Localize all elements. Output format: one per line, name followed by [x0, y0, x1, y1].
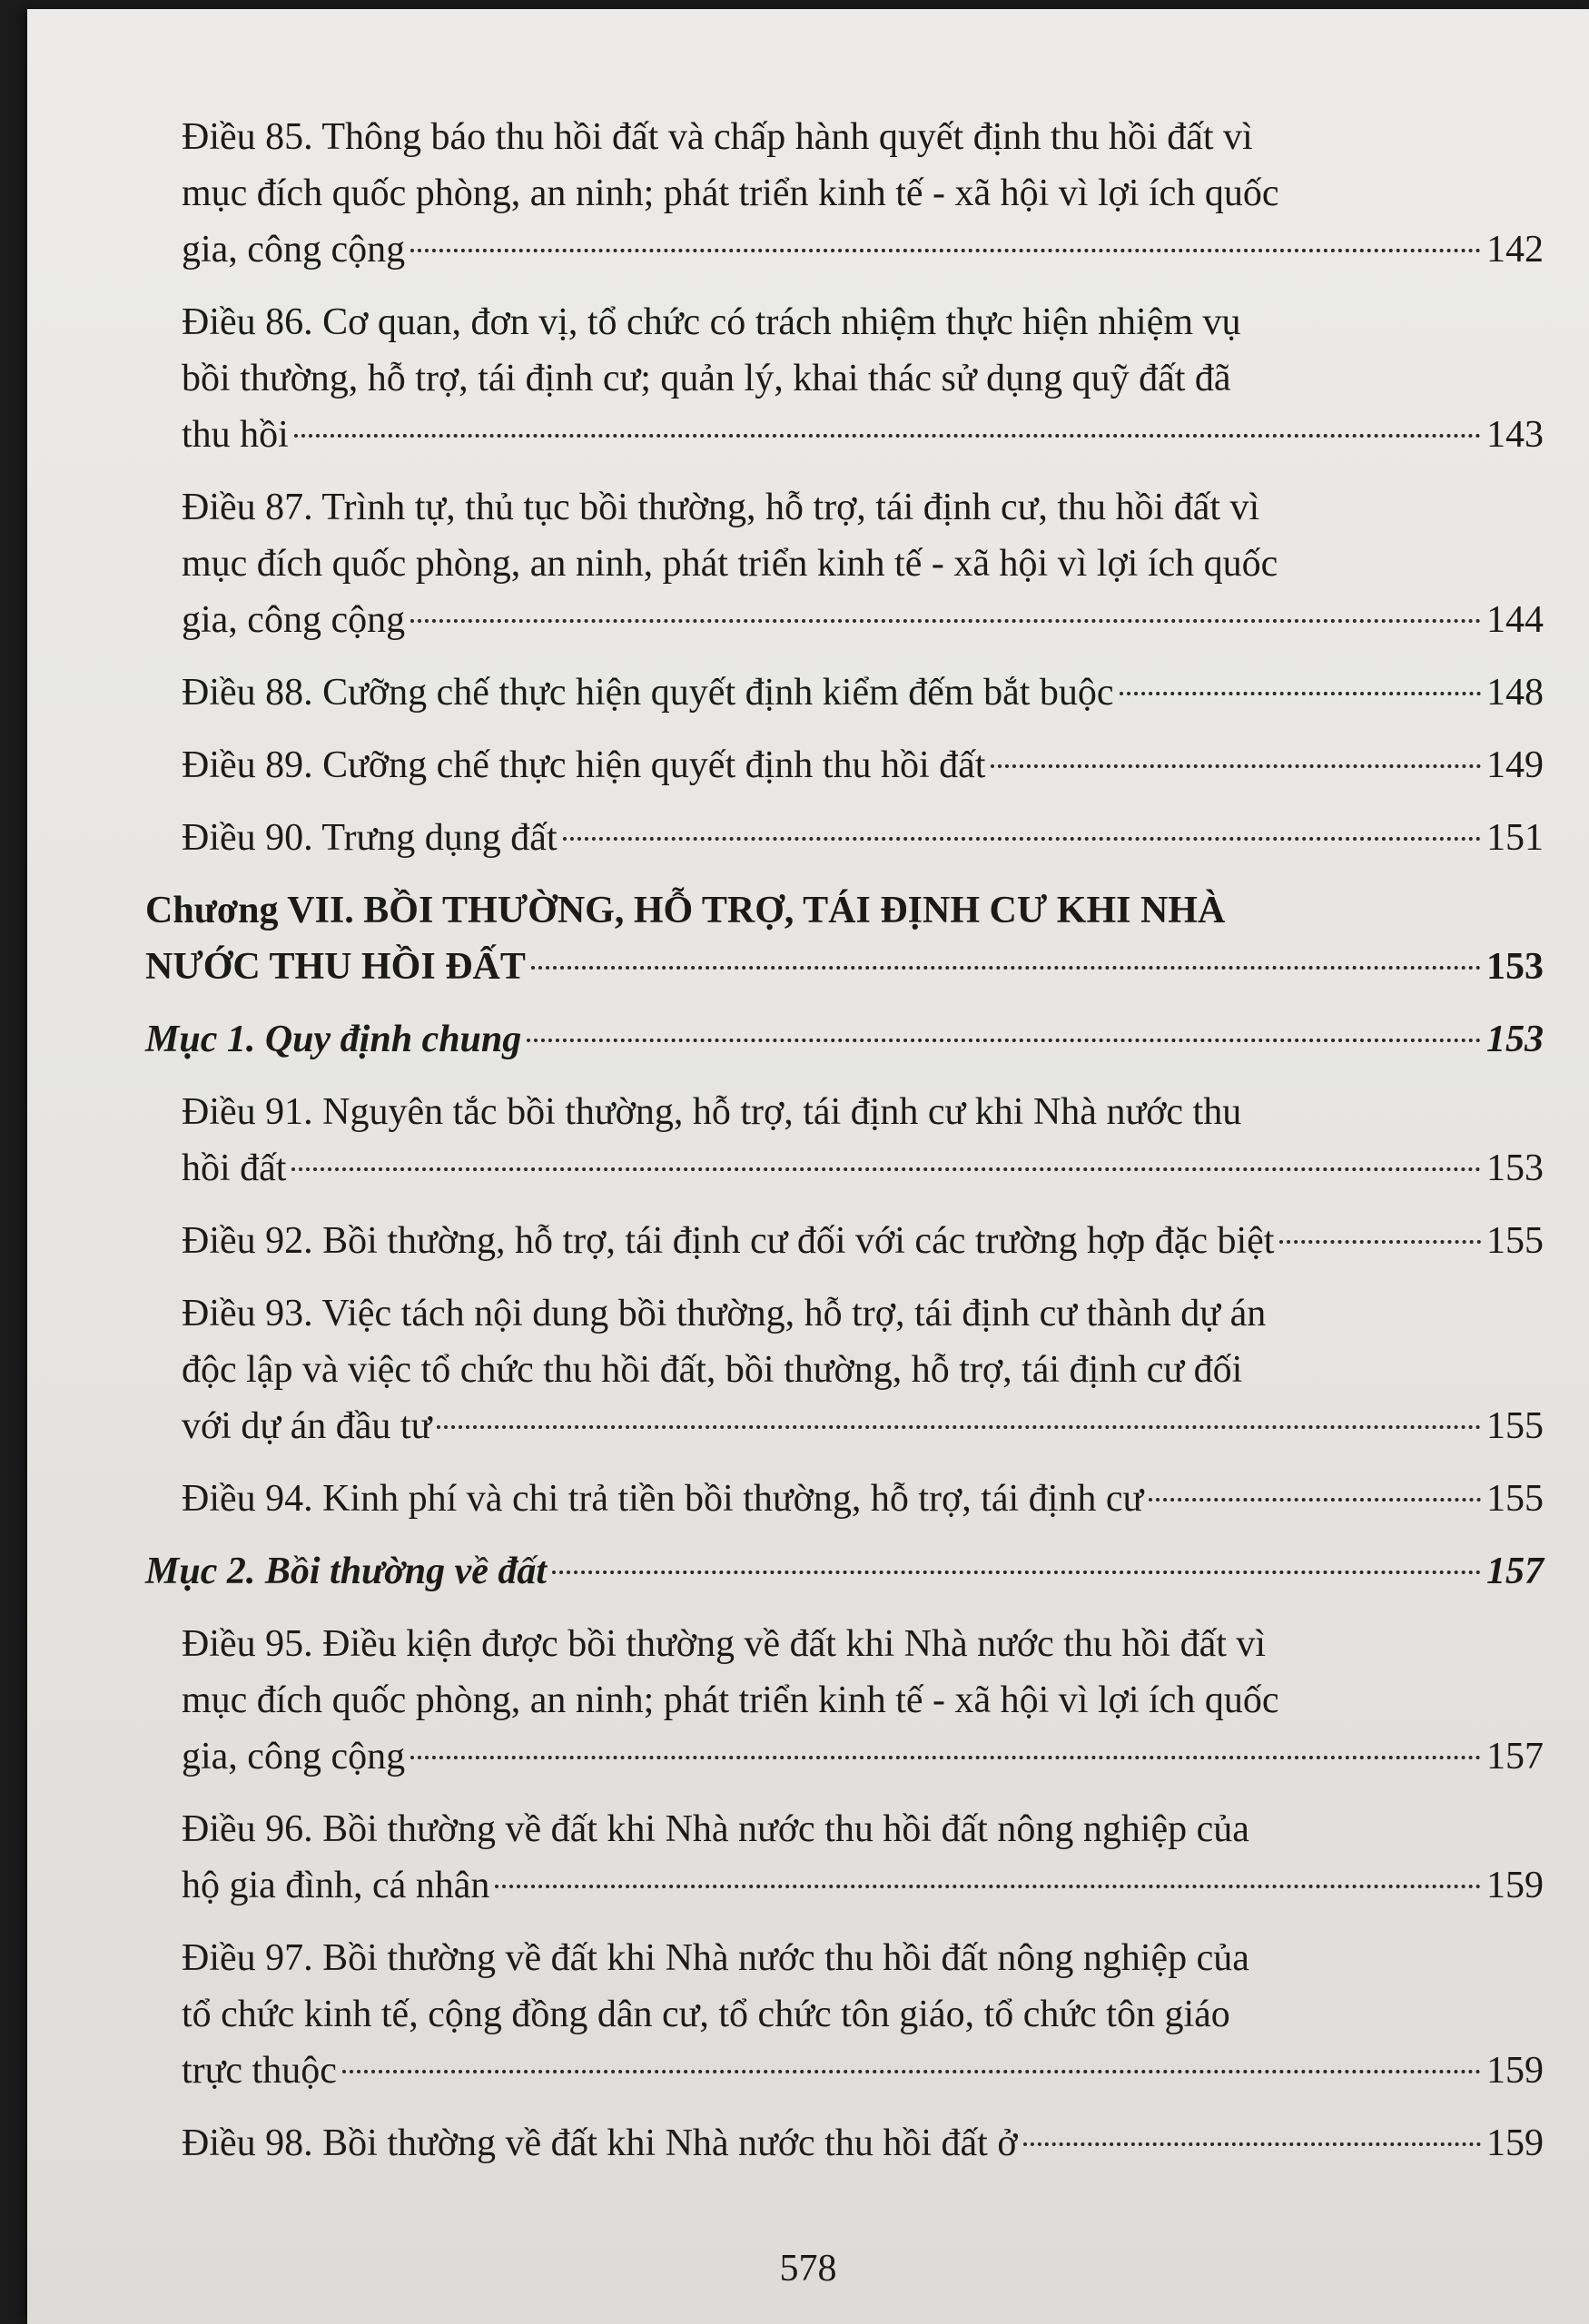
chapter-heading: [145, 882, 1544, 995]
page-ref: 159: [1486, 1865, 1544, 1906]
page-ref: 155: [1486, 1405, 1544, 1447]
dot-leader: [563, 837, 1481, 841]
entry-line: với dự án đầu tư: [182, 1405, 432, 1447]
dot-leader: [410, 619, 1481, 623]
page-ref: 144: [1486, 599, 1544, 641]
entry-line: độc lập và việc tổ chức thu hồi đất, bồi thường, hỗ trợ, tái định cư đối: [182, 1349, 1243, 1391]
entry-line: Điều 87. Trình tự, thủ tục bồi thường, hỗ trợ, tái định cư, thu hồi đất vì: [182, 487, 1260, 528]
entry-line: Điều 90. Trưng dụng đất: [182, 817, 558, 859]
book-page: [27, 9, 1589, 2324]
toc-entry-96: [154, 1801, 1544, 1914]
entry-line: Điều 98. Bồi thường về đất khi Nhà nước thu hồi đất ở: [182, 2122, 1018, 2164]
page-ref: 143: [1486, 414, 1544, 456]
page-ref: 153: [1486, 946, 1544, 988]
entry-line: Điều 86. Cơ quan, đơn vị, tổ chức có trách nhiệm thực hiện nhiệm vụ: [182, 301, 1241, 343]
dot-leader: [1279, 1240, 1481, 1244]
entry-line: Điều 96. Bồi thường về đất khi Nhà nước thu hồi đất nông nghiệp của: [182, 1808, 1249, 1850]
dot-leader: [410, 1756, 1481, 1759]
entry-line: bồi thường, hỗ trợ, tái định cư; quản lý, khai thác sử dụng quỹ đất đã: [182, 358, 1231, 399]
entry-line: thu hồi: [182, 414, 289, 456]
entry-line: Điều 97. Bồi thường về đất khi Nhà nước thu hồi đất nông nghiệp của: [182, 1937, 1249, 1979]
toc-entry-86: [154, 294, 1544, 463]
entry-line: Điều 93. Việc tách nội dung bồi thường, hỗ trợ, tái định cư thành dự án: [182, 1293, 1267, 1334]
page-ref: 159: [1486, 2050, 1544, 2092]
section-heading: [145, 1011, 1544, 1068]
dot-leader: [291, 1167, 1481, 1171]
dot-leader: [1023, 2142, 1481, 2146]
entry-line: gia, công cộng: [182, 229, 406, 271]
entry-line: mục đích quốc phòng, an ninh; phát triển kinh tế - xã hội vì lợi ích quốc: [182, 1679, 1279, 1721]
table-of-contents: [145, 109, 1544, 2188]
dot-leader: [410, 249, 1481, 252]
toc-entry-88: [154, 665, 1544, 721]
entry-line: Điều 91. Nguyên tắc bồi thường, hỗ trợ, tái định cư khi Nhà nước thu: [182, 1091, 1242, 1133]
toc-entry-90: [154, 810, 1544, 866]
entry-line: mục đích quốc phòng, an ninh; phát triển kinh tế - xã hội vì lợi ích quốc: [182, 172, 1279, 214]
page-ref: 157: [1486, 1736, 1544, 1777]
page-ref: 151: [1486, 817, 1544, 859]
section-title: Mục 2. Bồi thường về đất: [145, 1551, 548, 1592]
entry-line: Điều 89. Cưỡng chế thực hiện quyết định thu hồi đất: [182, 744, 986, 786]
page-ref: 159: [1486, 2122, 1544, 2164]
dot-leader: [1149, 1498, 1481, 1502]
toc-entry-95: [154, 1616, 1544, 1785]
dot-leader: [495, 1885, 1481, 1888]
dot-leader: [1120, 692, 1481, 695]
entry-line: trực thuộc: [182, 2050, 337, 2092]
entry-line: hộ gia đình, cá nhân: [182, 1865, 490, 1906]
dot-leader: [294, 434, 1481, 438]
toc-entry-93: [154, 1285, 1544, 1454]
dot-leader: [437, 1425, 1481, 1429]
dot-leader: [531, 966, 1481, 970]
page-ref: 149: [1486, 744, 1544, 786]
toc-entry-85: [154, 109, 1544, 278]
entry-line: Điều 94. Kinh phí và chi trả tiền bồi thường, hỗ trợ, tái định cư: [182, 1478, 1144, 1520]
page-ref: 155: [1486, 1478, 1544, 1520]
toc-entry-97: [154, 1930, 1544, 2099]
entry-line: gia, công cộng: [182, 1736, 406, 1777]
toc-entry-94: [154, 1471, 1544, 1527]
chapter-line: NƯỚC THU HỒI ĐẤT: [145, 946, 526, 988]
page-ref: 157: [1486, 1551, 1544, 1592]
page-number: 578: [779, 2248, 837, 2290]
page-ref: 155: [1486, 1220, 1544, 1262]
entry-line: gia, công cộng: [182, 599, 406, 641]
entry-line: tổ chức kinh tế, cộng đồng dân cư, tổ chức tôn giáo, tổ chức tôn giáo: [182, 1994, 1230, 2035]
page-ref: 153: [1486, 1019, 1544, 1060]
page-ref: 142: [1486, 229, 1544, 271]
section-title: Mục 1. Quy định chung: [145, 1019, 522, 1060]
entry-line: mục đích quốc phòng, an ninh, phát triển kinh tế - xã hội vì lợi ích quốc: [182, 543, 1278, 585]
toc-entry-98: [154, 2115, 1544, 2171]
dot-leader: [527, 1039, 1481, 1042]
dot-leader: [552, 1571, 1481, 1574]
section-heading: [145, 1543, 1544, 1600]
dot-leader: [991, 764, 1481, 768]
page-ref: 153: [1486, 1147, 1544, 1189]
entry-line: Điều 95. Điều kiện được bồi thường về đất khi Nhà nước thu hồi đất vì: [182, 1623, 1267, 1665]
toc-entry-89: [154, 737, 1544, 793]
toc-entry-91: [154, 1084, 1544, 1196]
page-ref: 148: [1486, 672, 1544, 714]
entry-line: Điều 85. Thông báo thu hồi đất và chấp hành quyết định thu hồi đất vì: [182, 116, 1253, 158]
entry-line: Điều 88. Cưỡng chế thực hiện quyết định kiểm đếm bắt buộc: [182, 672, 1114, 714]
entry-line: Điều 92. Bồi thường, hỗ trợ, tái định cư đối với các trường hợp đặc biệt: [182, 1220, 1275, 1262]
toc-entry-87: [154, 479, 1544, 648]
toc-entry-92: [154, 1213, 1544, 1269]
chapter-line: Chương VII. BỒI THƯỜNG, HỖ TRỢ, TÁI ĐỊNH CƯ KHI NHÀ: [145, 890, 1226, 931]
dot-leader: [342, 2070, 1481, 2073]
entry-line: hồi đất: [182, 1147, 287, 1189]
